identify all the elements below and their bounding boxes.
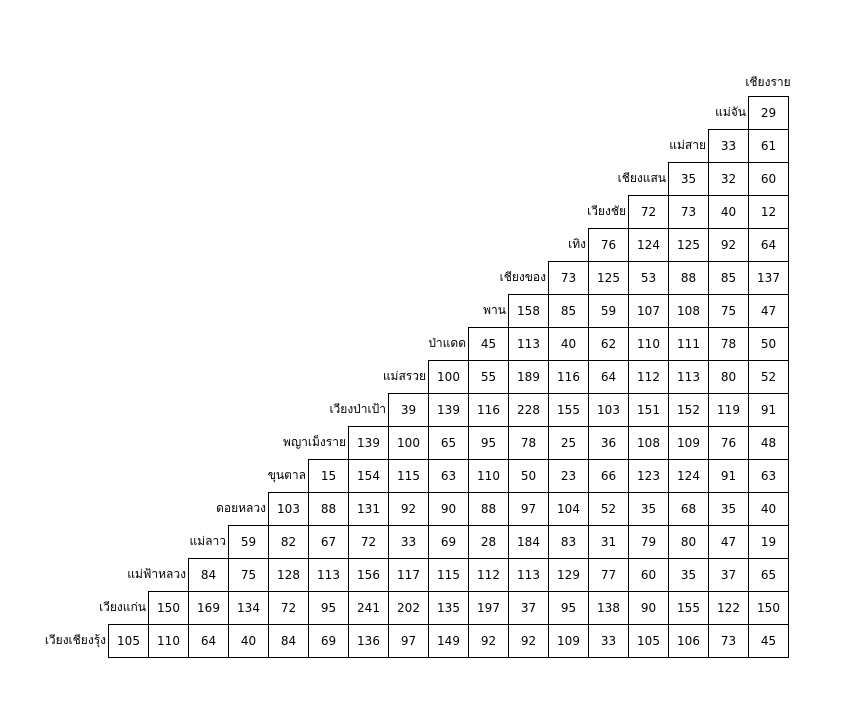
distance-cell: 69	[308, 624, 348, 658]
distance-cell: 149	[428, 624, 468, 658]
distance-cell: 109	[548, 624, 588, 658]
distance-cell: 85	[548, 294, 588, 327]
distance-cell: 83	[548, 525, 588, 558]
distance-cell: 109	[668, 426, 708, 459]
distance-cell: 36	[588, 426, 628, 459]
distance-cell: 119	[708, 393, 748, 426]
distance-cell: 63	[428, 459, 468, 492]
distance-cell: 80	[708, 360, 748, 393]
distance-cell: 110	[148, 624, 188, 658]
distance-cell: 29	[748, 96, 789, 129]
distance-cell: 105	[108, 624, 148, 658]
distance-cell: 155	[548, 393, 588, 426]
distance-cell: 189	[508, 360, 548, 393]
distance-cell: 64	[748, 228, 789, 261]
row-label: เวียงแก่น	[99, 600, 146, 614]
distance-cell: 60	[628, 558, 668, 591]
distance-cell: 69	[428, 525, 468, 558]
distance-cell: 25	[548, 426, 588, 459]
distance-cell: 124	[628, 228, 668, 261]
row-label: ดอยหลวง	[216, 501, 266, 515]
distance-cell: 103	[588, 393, 628, 426]
distance-cell: 68	[668, 492, 708, 525]
distance-cell: 33	[388, 525, 428, 558]
distance-cell: 108	[628, 426, 668, 459]
distance-cell: 152	[668, 393, 708, 426]
distance-cell: 33	[708, 129, 748, 162]
distance-cell: 100	[388, 426, 428, 459]
distance-cell: 241	[348, 591, 388, 624]
row-label: ป่าแดด	[428, 336, 466, 350]
distance-cell: 107	[628, 294, 668, 327]
distance-cell: 32	[708, 162, 748, 195]
distance-cell: 154	[348, 459, 388, 492]
row-label: พญาเม็งราย	[283, 435, 346, 449]
distance-cell: 116	[468, 393, 508, 426]
distance-cell: 76	[588, 228, 628, 261]
distance-cell: 59	[588, 294, 628, 327]
distance-cell: 75	[708, 294, 748, 327]
distance-cell: 131	[348, 492, 388, 525]
distance-cell: 123	[628, 459, 668, 492]
distance-cell: 55	[468, 360, 508, 393]
distance-cell: 85	[708, 261, 748, 294]
distance-cell: 72	[348, 525, 388, 558]
distance-cell: 110	[628, 327, 668, 360]
distance-cell: 64	[588, 360, 628, 393]
distance-cell: 108	[668, 294, 708, 327]
distance-cell: 95	[548, 591, 588, 624]
distance-cell: 35	[668, 558, 708, 591]
distance-cell: 72	[628, 195, 668, 228]
distance-cell: 122	[708, 591, 748, 624]
distance-cell: 100	[428, 360, 468, 393]
distance-cell: 79	[628, 525, 668, 558]
distance-cell: 228	[508, 393, 548, 426]
distance-cell: 52	[748, 360, 789, 393]
distance-cell: 59	[228, 525, 268, 558]
distance-cell: 73	[548, 261, 588, 294]
distance-cell: 139	[348, 426, 388, 459]
distance-cell: 76	[708, 426, 748, 459]
distance-cell: 135	[428, 591, 468, 624]
distance-cell: 78	[508, 426, 548, 459]
row-label: เวียงเชียงรุ้ง	[44, 633, 106, 647]
distance-cell: 92	[508, 624, 548, 658]
corner-label: เชียงราย	[745, 75, 791, 89]
distance-cell: 169	[188, 591, 228, 624]
distance-cell: 47	[708, 525, 748, 558]
distance-cell: 50	[748, 327, 789, 360]
distance-cell: 72	[268, 591, 308, 624]
distance-cell: 40	[548, 327, 588, 360]
distance-cell: 90	[628, 591, 668, 624]
distance-cell: 31	[588, 525, 628, 558]
distance-cell: 62	[588, 327, 628, 360]
distance-cell: 97	[508, 492, 548, 525]
distance-cell: 75	[228, 558, 268, 591]
distance-cell: 48	[748, 426, 789, 459]
distance-cell: 137	[748, 261, 789, 294]
distance-cell: 92	[468, 624, 508, 658]
distance-cell: 47	[748, 294, 789, 327]
distance-cell: 60	[748, 162, 789, 195]
distance-cell: 117	[388, 558, 428, 591]
distance-cell: 128	[268, 558, 308, 591]
distance-cell: 88	[468, 492, 508, 525]
row-label: เทิง	[568, 237, 586, 251]
distance-cell: 150	[148, 591, 188, 624]
distance-cell: 115	[428, 558, 468, 591]
distance-cell: 23	[548, 459, 588, 492]
distance-cell: 77	[588, 558, 628, 591]
distance-cell: 91	[748, 393, 789, 426]
distance-cell: 112	[468, 558, 508, 591]
distance-cell: 33	[588, 624, 628, 658]
row-label: แม่จัน	[715, 105, 746, 119]
distance-cell: 66	[588, 459, 628, 492]
distance-cell: 84	[188, 558, 228, 591]
distance-cell: 37	[508, 591, 548, 624]
distance-cell: 50	[508, 459, 548, 492]
distance-cell: 97	[388, 624, 428, 658]
distance-cell: 64	[188, 624, 228, 658]
row-label: เวียงป่าเป้า	[329, 402, 386, 416]
row-label: พาน	[483, 303, 506, 317]
distance-cell: 67	[308, 525, 348, 558]
distance-cell: 112	[628, 360, 668, 393]
distance-cell: 19	[748, 525, 789, 558]
distance-cell: 115	[388, 459, 428, 492]
distance-cell: 150	[748, 591, 789, 624]
distance-cell: 105	[628, 624, 668, 658]
distance-cell: 78	[708, 327, 748, 360]
distance-cell: 129	[548, 558, 588, 591]
distance-cell: 73	[708, 624, 748, 658]
distance-cell: 103	[268, 492, 308, 525]
row-label: เชียงแสน	[617, 171, 666, 185]
distance-cell: 39	[388, 393, 428, 426]
distance-cell: 37	[708, 558, 748, 591]
distance-cell: 116	[548, 360, 588, 393]
distance-cell: 124	[668, 459, 708, 492]
distance-cell: 35	[668, 162, 708, 195]
distance-cell: 40	[708, 195, 748, 228]
distance-cell: 202	[388, 591, 428, 624]
distance-cell: 95	[468, 426, 508, 459]
distance-cell: 88	[668, 261, 708, 294]
distance-cell: 125	[588, 261, 628, 294]
distance-cell: 197	[468, 591, 508, 624]
row-label: เวียงชัย	[587, 204, 626, 218]
distance-cell: 40	[228, 624, 268, 658]
distance-cell: 28	[468, 525, 508, 558]
distance-cell: 125	[668, 228, 708, 261]
distance-cell: 110	[468, 459, 508, 492]
row-label: แม่ฟ้าหลวง	[127, 567, 186, 581]
distance-cell: 45	[748, 624, 789, 658]
distance-cell: 12	[748, 195, 789, 228]
distance-cell: 139	[428, 393, 468, 426]
distance-cell: 65	[748, 558, 789, 591]
distance-cell: 35	[708, 492, 748, 525]
distance-cell: 151	[628, 393, 668, 426]
distance-cell: 113	[508, 327, 548, 360]
distance-cell: 80	[668, 525, 708, 558]
distance-cell: 61	[748, 129, 789, 162]
distance-cell: 111	[668, 327, 708, 360]
distance-cell: 52	[588, 492, 628, 525]
distance-cell: 104	[548, 492, 588, 525]
distance-cell: 91	[708, 459, 748, 492]
row-label: แม่สรวย	[382, 369, 426, 383]
distance-cell: 138	[588, 591, 628, 624]
row-label: แม่ลาว	[189, 534, 226, 548]
distance-cell: 73	[668, 195, 708, 228]
distance-cell: 92	[708, 228, 748, 261]
distance-cell: 45	[468, 327, 508, 360]
distance-cell: 92	[388, 492, 428, 525]
distance-cell: 63	[748, 459, 789, 492]
row-label: แม่สาย	[669, 138, 706, 152]
distance-cell: 88	[308, 492, 348, 525]
distance-cell: 82	[268, 525, 308, 558]
distance-cell: 136	[348, 624, 388, 658]
distance-cell: 184	[508, 525, 548, 558]
distance-cell: 134	[228, 591, 268, 624]
distance-cell: 156	[348, 558, 388, 591]
distance-cell: 95	[308, 591, 348, 624]
distance-cell: 90	[428, 492, 468, 525]
distance-cell: 113	[308, 558, 348, 591]
distance-cell: 15	[308, 459, 348, 492]
distance-cell: 158	[508, 294, 548, 327]
distance-cell: 65	[428, 426, 468, 459]
distance-cell: 53	[628, 261, 668, 294]
distance-cell: 113	[668, 360, 708, 393]
row-label: เชียงของ	[499, 270, 546, 284]
distance-cell: 40	[748, 492, 789, 525]
distance-cell: 84	[268, 624, 308, 658]
distance-cell: 155	[668, 591, 708, 624]
row-label: ขุนตาล	[267, 468, 306, 482]
distance-cell: 35	[628, 492, 668, 525]
distance-cell: 106	[668, 624, 708, 658]
distance-cell: 113	[508, 558, 548, 591]
